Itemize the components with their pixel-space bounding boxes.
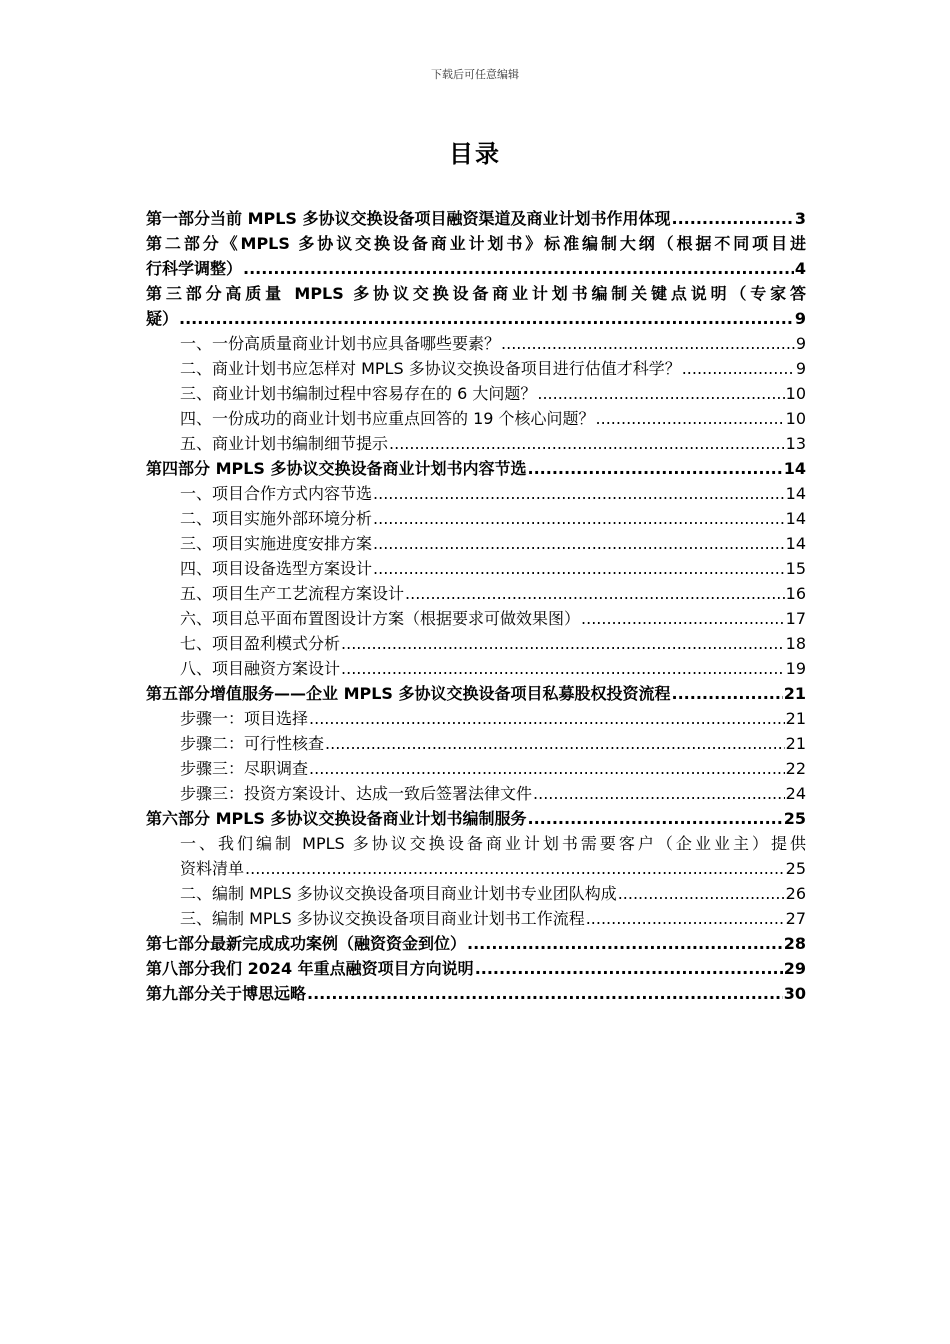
toc-entry-text: 三、项目实施进度安排方案 [180, 534, 373, 553]
dot-leader [373, 506, 785, 531]
toc-entry-text: 七、项目盈利模式分析 [180, 634, 341, 653]
toc-entry-text: 疑） [146, 309, 179, 328]
toc-page-number: 26 [785, 884, 806, 903]
dot-leader [243, 256, 794, 281]
toc-section-entry[interactable] [146, 356, 806, 381]
toc-page-number: 9 [795, 334, 806, 353]
toc-entry-text-line1: 第三部分高质量 MPLS 多协议交换设备商业计划书编制关键点说明（专家答 [146, 284, 806, 303]
toc-entry-text: 步骤二：可行性核查 [180, 734, 325, 753]
dot-leader [373, 531, 785, 556]
toc-entry-text: 二、商业计划书应怎样对 MPLS 多协议交换设备项目进行估值才科学？ [180, 359, 681, 378]
toc-page-number: 21 [783, 684, 806, 703]
toc-entry-text: 第九部分关于博思远略 [146, 984, 307, 1003]
toc-entry-text: 二、编制 MPLS 多协议交换设备项目商业计划书专业团队构成 [180, 884, 617, 903]
toc-page-number: 14 [785, 484, 806, 503]
toc-section-entry[interactable] [146, 756, 806, 781]
toc-entry-text: 五、商业计划书编制细节提示 [180, 434, 389, 453]
toc-section-entry[interactable] [146, 381, 806, 406]
toc-page-number: 9 [794, 309, 806, 328]
toc-page-number: 10 [785, 384, 806, 403]
dot-leader [533, 781, 785, 806]
toc-entry-text: 第一部分当前 MPLS 多协议交换设备项目融资渠道及商业计划书作用体现 [146, 209, 671, 228]
toc-section-entry[interactable] [146, 531, 806, 556]
toc-page-number: 17 [785, 609, 806, 628]
toc-entry-text: 资料清单 [180, 859, 245, 878]
dot-leader [341, 631, 785, 656]
dot-leader [373, 481, 785, 506]
toc-section-entry[interactable] [146, 781, 806, 806]
toc-section-entry[interactable] [146, 481, 806, 506]
dot-leader [309, 756, 785, 781]
toc-page-number: 19 [785, 659, 806, 678]
toc-section-entry[interactable] [146, 631, 806, 656]
table-of-contents [146, 206, 806, 1006]
dot-leader [475, 956, 783, 981]
toc-page-number: 14 [785, 534, 806, 553]
toc-page-number: 25 [785, 859, 806, 878]
toc-section-entry[interactable] [146, 731, 806, 756]
dot-leader [672, 206, 794, 231]
toc-title: 目录 [449, 139, 501, 168]
toc-section-entry[interactable] [146, 431, 806, 456]
toc-page-number: 16 [785, 584, 806, 603]
dot-leader [682, 356, 795, 381]
toc-entry-text: 第四部分 MPLS 多协议交换设备商业计划书内容节选 [146, 459, 527, 478]
toc-page-number: 14 [785, 509, 806, 528]
toc-entry-text: 一、一份高质量商业计划书应具备哪些要素？ [180, 334, 501, 353]
toc-part-entry[interactable] [146, 231, 806, 281]
page-header-note: 下载后可任意编辑 [431, 68, 519, 81]
toc-page-number: 29 [783, 959, 806, 978]
toc-page-number: 30 [783, 984, 806, 1003]
dot-leader [586, 906, 785, 931]
toc-page-number: 10 [785, 409, 806, 428]
toc-section-entry[interactable] [146, 406, 806, 431]
toc-part-entry[interactable] [146, 456, 806, 481]
toc-part-entry[interactable] [146, 281, 806, 331]
toc-entry-text: 第七部分最新完成成功案例（融资资金到位） [146, 934, 467, 953]
toc-entry-text: 步骤三：投资方案设计、达成一致后签署法律文件 [180, 784, 533, 803]
dot-leader [389, 431, 785, 456]
dot-leader [528, 456, 783, 481]
toc-section-entry[interactable] [146, 331, 806, 356]
toc-entry-text: 三、商业计划书编制过程中容易存在的 6 大问题？ [180, 384, 537, 403]
toc-section-entry[interactable] [146, 881, 806, 906]
toc-page-number: 18 [785, 634, 806, 653]
dot-leader [179, 306, 794, 331]
toc-part-entry[interactable] [146, 981, 806, 1006]
toc-entry-text: 步骤一：项目选择 [180, 709, 309, 728]
dot-leader [373, 556, 785, 581]
toc-entry-text-line1: 一、我们编制 MPLS 多协议交换设备商业计划书需要客户（企业业主）提供 [180, 834, 806, 853]
toc-entry-text: 第五部分增值服务——企业 MPLS 多协议交换设备项目私募股权投资流程 [146, 684, 671, 703]
dot-leader [596, 406, 785, 431]
dot-leader [307, 981, 783, 1006]
toc-page-number: 21 [785, 709, 806, 728]
dot-leader [245, 856, 785, 881]
toc-entry-text: 步骤三：尽职调查 [180, 759, 309, 778]
toc-page-number: 27 [785, 909, 806, 928]
dot-leader [405, 581, 785, 606]
toc-page-number: 13 [785, 434, 806, 453]
toc-section-entry[interactable] [146, 831, 806, 881]
toc-entry-text: 八、项目融资方案设计 [180, 659, 341, 678]
toc-page-number: 22 [785, 759, 806, 778]
toc-entry-text: 五、项目生产工艺流程方案设计 [180, 584, 405, 603]
toc-entry-text: 四、项目设备选型方案设计 [180, 559, 373, 578]
toc-page-number: 28 [783, 934, 806, 953]
toc-entry-text-line1: 第二部分《MPLS 多协议交换设备商业计划书》标准编制大纲（根据不同项目进 [146, 234, 806, 253]
toc-part-entry[interactable] [146, 806, 806, 831]
dot-leader [467, 931, 783, 956]
toc-entry-text: 第六部分 MPLS 多协议交换设备商业计划书编制服务 [146, 809, 527, 828]
toc-entry-text: 六、项目总平面布置图设计方案（根据要求可做效果图） [180, 609, 581, 628]
toc-page-number: 15 [785, 559, 806, 578]
toc-page-number: 21 [785, 734, 806, 753]
toc-section-entry[interactable] [146, 906, 806, 931]
toc-entry-text: 四、一份成功的商业计划书应重点回答的 19 个核心问题？ [180, 409, 595, 428]
toc-section-entry[interactable] [146, 706, 806, 731]
toc-entry-text: 二、项目实施外部环境分析 [180, 509, 373, 528]
toc-entry-text: 行科学调整） [146, 259, 243, 278]
dot-leader [618, 881, 785, 906]
toc-entry-text: 三、编制 MPLS 多协议交换设备项目商业计划书工作流程 [180, 909, 585, 928]
toc-part-entry[interactable] [146, 931, 806, 956]
toc-page-number: 24 [785, 784, 806, 803]
dot-leader [537, 381, 784, 406]
toc-section-entry[interactable] [146, 581, 806, 606]
toc-section-entry[interactable] [146, 506, 806, 531]
toc-page-number: 25 [783, 809, 806, 828]
toc-section-entry[interactable] [146, 556, 806, 581]
toc-entry-text: 第八部分我们 2024 年重点融资项目方向说明 [146, 959, 474, 978]
toc-page-number: 14 [783, 459, 806, 478]
toc-section-entry[interactable] [146, 606, 806, 631]
toc-part-entry[interactable] [146, 681, 806, 706]
toc-page-number: 9 [795, 359, 806, 378]
toc-section-entry[interactable] [146, 656, 806, 681]
dot-leader [581, 606, 785, 631]
dot-leader [325, 731, 785, 756]
dot-leader [528, 806, 783, 831]
toc-part-entry[interactable] [146, 206, 806, 231]
dot-leader [672, 681, 783, 706]
toc-page-number: 3 [794, 209, 806, 228]
toc-part-entry[interactable] [146, 956, 806, 981]
dot-leader [341, 656, 785, 681]
toc-page-number: 4 [794, 259, 806, 278]
dot-leader [501, 331, 795, 356]
toc-entry-text: 一、项目合作方式内容节选 [180, 484, 373, 503]
dot-leader [309, 706, 785, 731]
